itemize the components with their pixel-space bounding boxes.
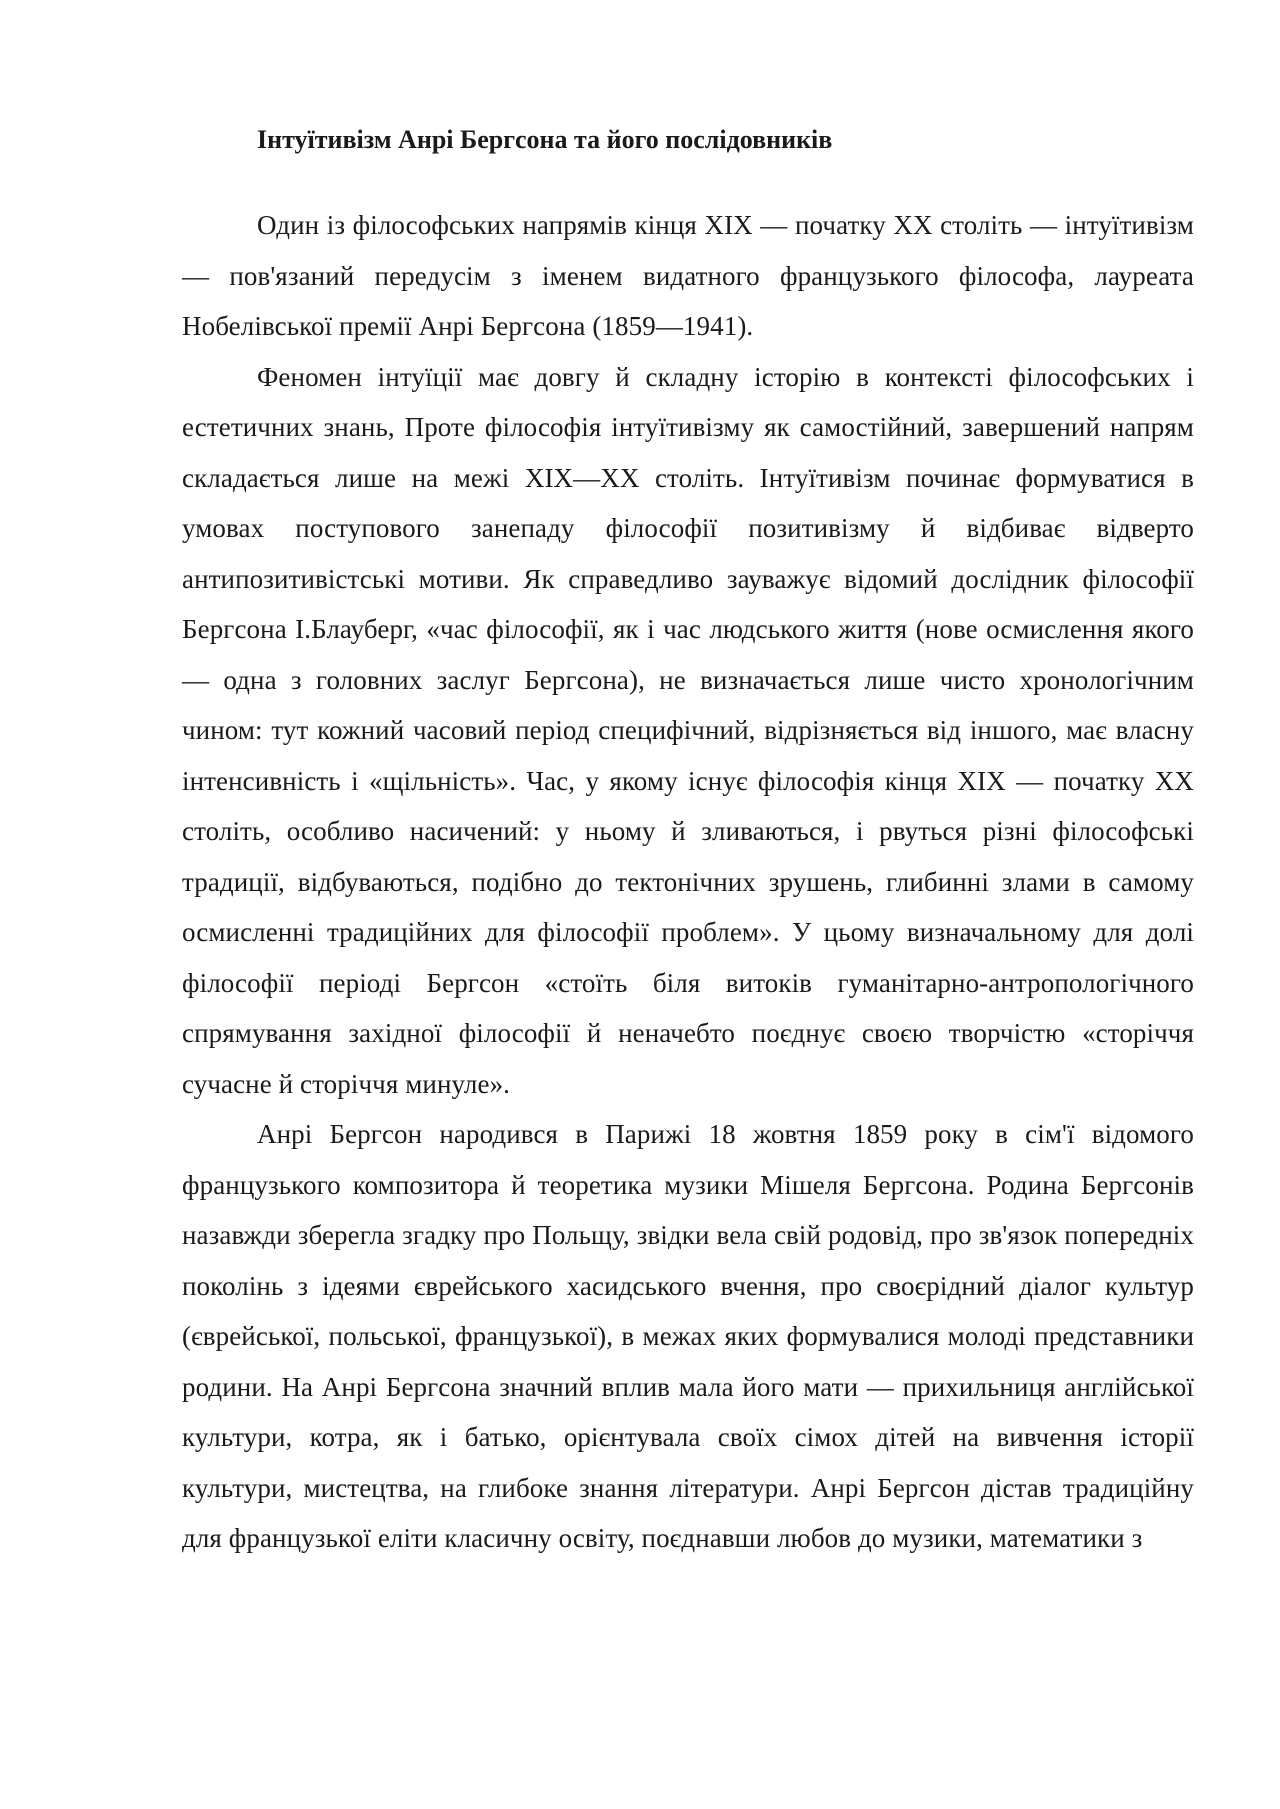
document-title: Інтуїтивізм Анрі Бергсона та його послідовників xyxy=(257,125,833,154)
paragraph-intuition-history: Феномен інтуїції має довгу й складну історію в контексті філософських і естетичних знань, Проте філософія інтуїтивізму як самостійний, завершений напрям складається лише на межі XIX—XX століть. Інтуїтивізм починає формуватися в умовах поступового занепаду філософії позитивізму й відбиває відверто антипозитивістські мотиви. Як справедливо зауважує відомий дослідник філософії Бергсона І.Блауберг, «час філософії, як і час людського життя (нове осмислення якого — одна з головних заслуг Бергсона), не визначається лише чисто хронологічним чином: тут кожний часовий період специфічний, відрізняється від іншого, має власну інтенсивність і «щільність». Час, у якому існує філософія кінця XIX — початку XX століть, особливо насичений: у ньому й зливаються, і рвуться різні філософські традиції, відбуваються, подібно до тектонічних зрушень, глибинні злами в самому осмисленні традиційних для філософії проблем». У цьому визначальному для долі філософії періоді Бергсон «стоїть біля витоків гуманітарно-антропологічного спрямування західної філософії й неначебто поєднує своєю творчістю «сторіччя сучасне й сторіччя минуле». xyxy=(182,361,1194,1099)
paragraph-intro: Один із філософських напрямів кінця XIX — початку XX століть — інтуїтивізм — пов'язаний передусім з іменем видатного французького філософа, лауреата Нобелівської премії Анрі Бергсона (1859—1941). xyxy=(182,210,1194,341)
paragraph-biography: Анрі Бергсон народився в Парижі 18 жовтня 1859 року в сім'ї відомого французького композитора й теоретика музики Мішеля Бергсона. Родина Бергсонів назавжди зберегла згадку про Польщу, звідки вела свій родовід, про зв'язок попередніх поколінь з ідеями єврейського хасидського вчення, про своєрідний діалог культур (єврейської, польської, французької), в межах яких формувалися молоді представники родини. На Анрі Бергсона значний вплив мала його мати — прихильниця англійської культури, котра, як і батько, орієнтувала своїх сімох дітей на вивчення історії культури, мистецтва, на глибоке знання літератури. Анрі Бергсон дістав традиційну для французької еліти класичну освіту, поєднавши любов до музики, математики з xyxy=(182,1119,1194,1553)
document-body xyxy=(182,200,1194,1564)
